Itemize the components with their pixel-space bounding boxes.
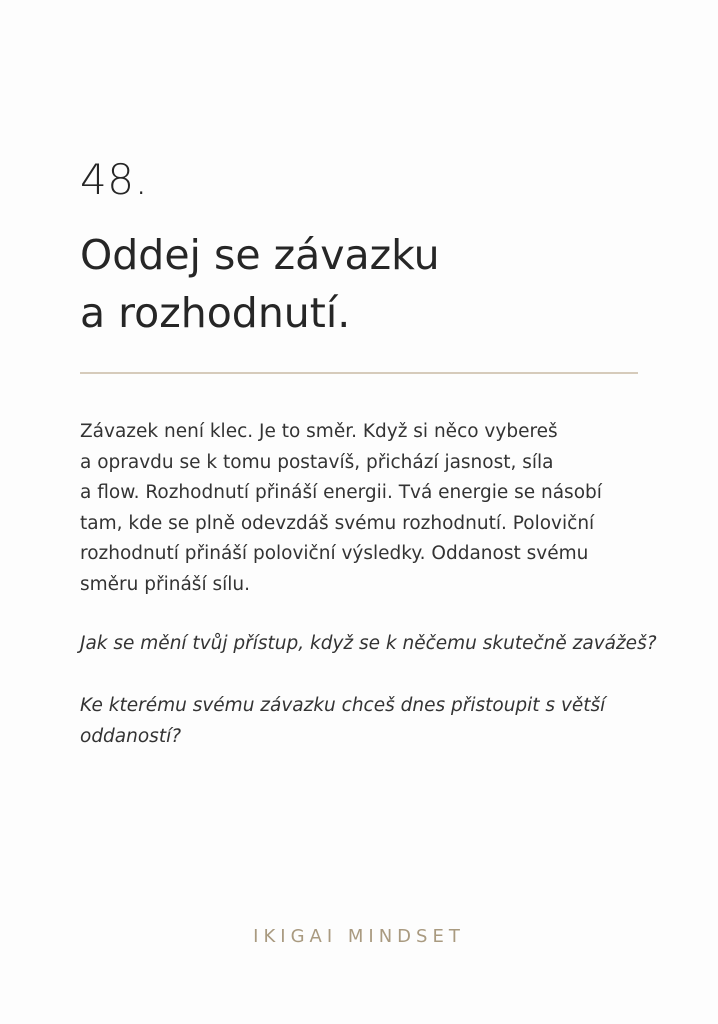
chapter-number: 48. xyxy=(80,155,149,204)
body-paragraph xyxy=(80,417,640,600)
body-line: rozhodnutí přináší poloviční výsledky. Oddanost svému xyxy=(80,543,589,564)
page-title xyxy=(80,226,640,342)
reflection-question-2 xyxy=(80,690,640,752)
body-line: tam, kde se plně odevzdáš svému rozhodnutí. Poloviční xyxy=(80,512,595,534)
footer-brand: IKIGAI MINDSET xyxy=(253,926,465,947)
divider xyxy=(80,372,638,374)
reflection-question-1 xyxy=(80,628,657,659)
body-line: a opravdu se k tomu postavíš, přichází jasnost, síla xyxy=(80,451,554,473)
question-line: oddaností? xyxy=(80,726,182,747)
title-line-1: Oddej se závazku xyxy=(80,231,440,279)
title-line-2: a rozhodnutí. xyxy=(80,289,351,337)
question-line: Ke kterému svému závazku chceš dnes přistoupit s větší xyxy=(80,695,606,716)
question-line: Jak se mění tvůj přístup, když se k něčemu skutečně zavážeš? xyxy=(80,633,657,654)
body-line: směru přináší sílu. xyxy=(80,573,250,595)
body-line: Závazek není klec. Je to směr. Když si něco vybereš xyxy=(80,421,558,442)
body-line: a flow. Rozhodnutí přináší energii. Tvá energie se násobí xyxy=(80,482,602,503)
